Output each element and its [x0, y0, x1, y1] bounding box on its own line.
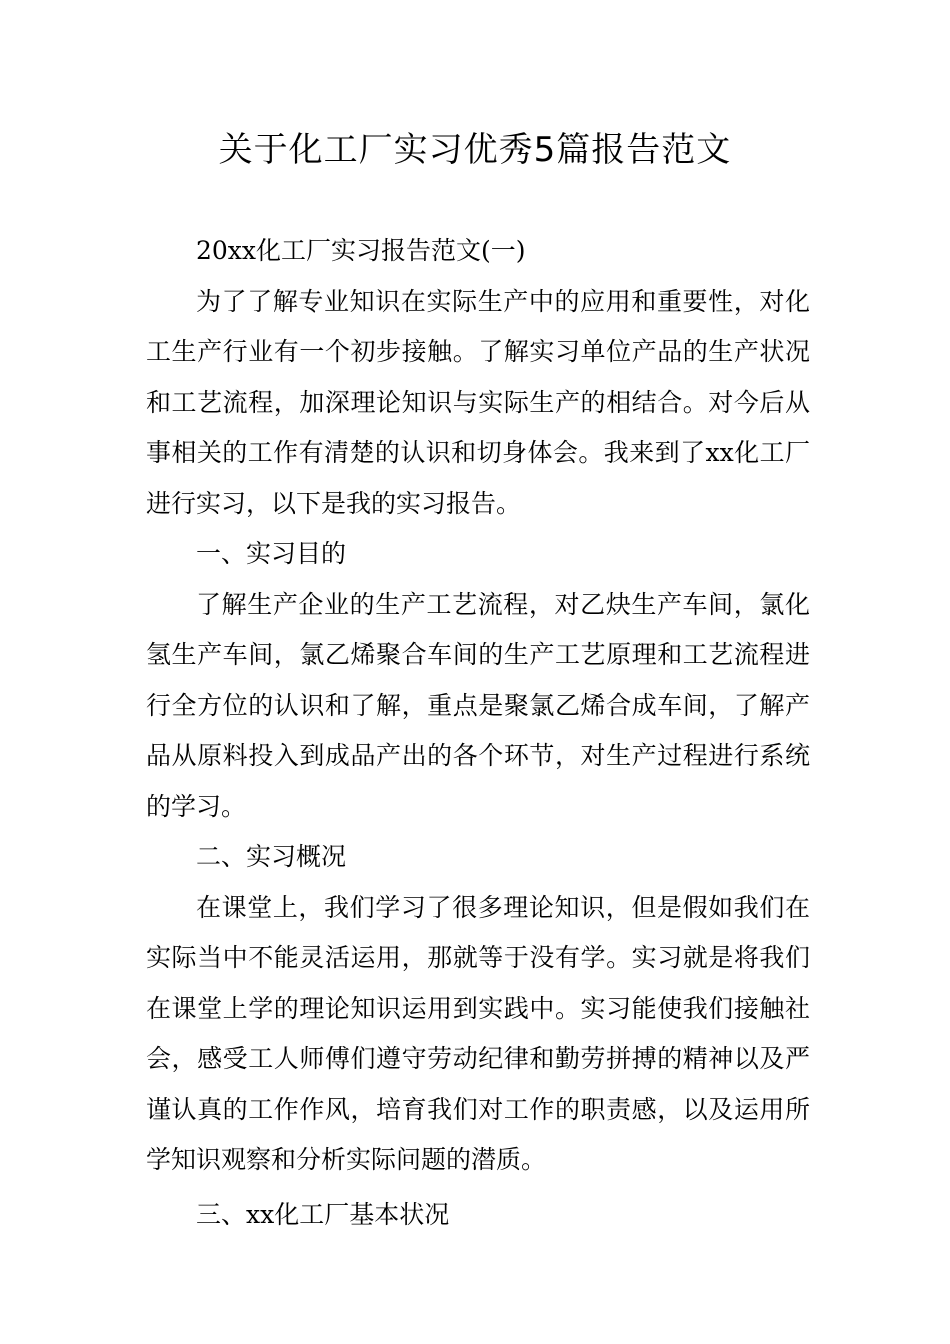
paragraph-overview: 在课堂上，我们学习了很多理论知识，但是假如我们在实际当中不能灵活运用，那就等于没有学。实习就是将我们在课堂上学的理论知识运用到实践中。实习能使我们接触社会，感受工人师傅们遵守劳动纪律和勤劳拼搏的精神以及严谨认真的工作作风，培育我们对工作的职责感，以及运用所学知识观察和分析实际问题的潜质。 — [146, 892, 810, 1174]
page-title: 关于化工厂实习优秀5篇报告范文 — [218, 130, 732, 170]
section-heading-purpose: 一、实习目的 — [196, 539, 347, 568]
section-heading-factory-status: 三、xx化工厂基本状况 — [196, 1199, 450, 1229]
section-heading-overview: 二、实习概况 — [196, 842, 347, 871]
paragraph-purpose: 了解生产企业的生产工艺流程，对乙炔生产车间，氯化氢生产车间，氯乙烯聚合车间的生产工艺原理和工艺流程进行全方位的认识和了解，重点是聚氯乙烯合成车间，了解产品从原料投入到成品产出的各个环节，对生产过程进行系统的学习。 — [146, 589, 810, 821]
document-body — [146, 226, 810, 1240]
paragraph-intro: 为了了解专业知识在实际生产中的应用和重要性，对化工生产行业有一个初步接触。了解实习单位产品的生产状况和工艺流程，加深理论知识与实际生产的相结合。对今后从事相关的工作有清楚的认识和切身体会。我来到了xx化工厂进行实习，以下是我的实习报告。 — [146, 286, 810, 518]
section-heading-report-1: 20xx化工厂实习报告范文(一) — [196, 236, 526, 265]
